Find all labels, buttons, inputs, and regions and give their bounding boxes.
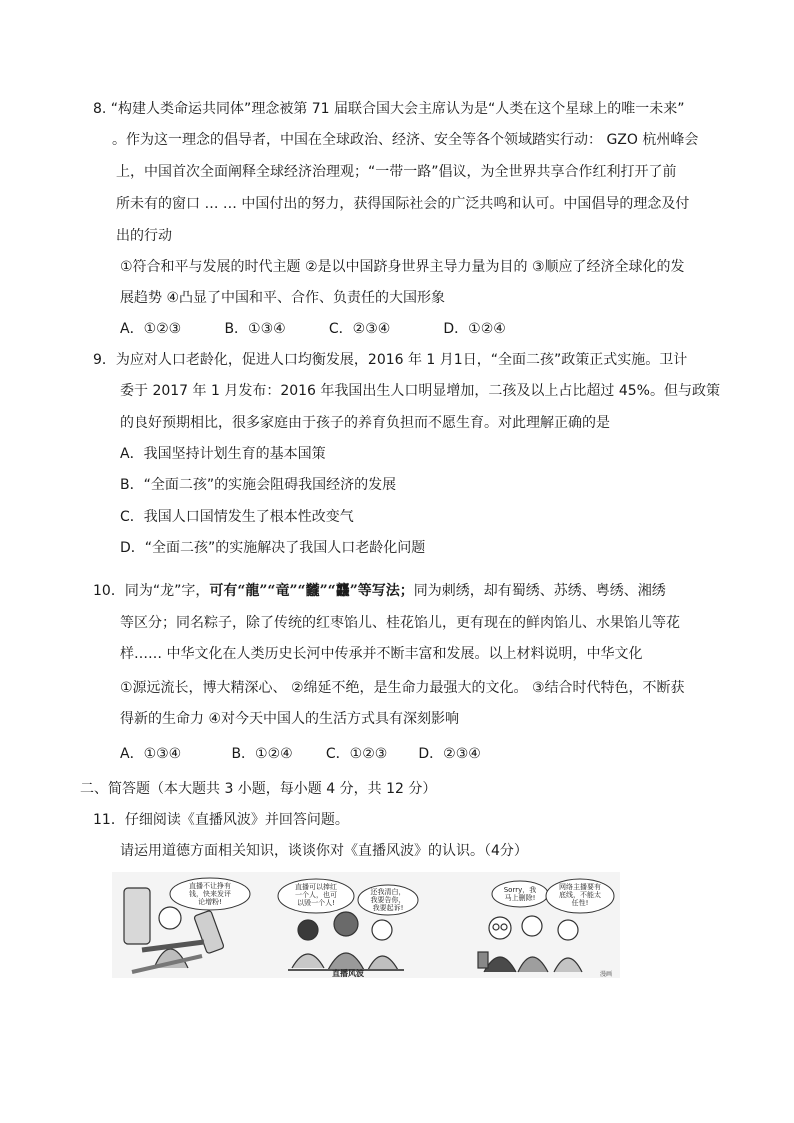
q10-line-2: 等区分；同名粽子，除了传统的红枣馅儿、桂花馅儿，更有现在的鲜肉馅儿、水果馅儿等花 <box>120 615 680 631</box>
q11-line-2: 请运用道德方面相关知识，谈谈你对《直播风波》的认识。（4分） <box>120 843 528 859</box>
q11-line-1: 11．仔细阅读《直播风波》并回答问题。 <box>93 812 349 828</box>
q10-options <box>120 744 481 764</box>
q9-line-3: 的良好预期相比，很多家庭由于孩子的养育负担而不愿生育。对此理解正确的是 <box>120 415 610 431</box>
q8-line-2: 。作为这一理念的倡导者，中国在全球政治、经济、安全等各个领域踏实行动： GZO 杭州峰会 <box>112 132 699 148</box>
bubble-1-line-2: 钱，快来发评 <box>189 890 231 898</box>
bubble-4-line-1: Sorry，我 <box>503 886 537 894</box>
q10-line-1-start: 10．同为“龙”字， <box>93 583 210 599</box>
q8-option-a[interactable]: A．①②③ <box>120 321 182 337</box>
q9-line-2: 委于 2017 年 1 月发布：2016 年我国出生人口明显增加，二孩及以上占比超过 45%。但与政策 <box>120 383 720 399</box>
bubble-5-line-1: 网络主播要有 <box>559 883 601 891</box>
cartoon-caption: 直播风波 <box>332 969 364 978</box>
q9-line-1: 9．为应对人口老龄化，促进人口均衡发展，2016 年 1 月1日，“全面二孩”政策正式实施。卫计 <box>93 352 688 368</box>
q10-dragon-variants: 可有“龍”“竜”“龖”“龘”等写法； <box>209 583 414 599</box>
bubble-5-line-2: 底线，不能太 <box>559 891 601 899</box>
bubble-1-line-3: 论增粉! <box>198 898 222 906</box>
q8-line-3: 上，中国首次全面阐释全球经济治理观；“一带一路”倡议，为全世界共享合作红利打开了前 <box>116 164 677 180</box>
q10-line-1 <box>93 581 666 601</box>
q8-line-4: 所未有的窗口 … … 中国付出的努力，获得国际社会的广泛共鸣和认可。中国倡导的理念及付 <box>116 196 690 212</box>
q10-line-3: 样…… 中华文化在人类历史长河中传承并不断丰富和发展。以上材料说明，中华文化 <box>120 646 643 662</box>
q10-statements-1: ①源远流长，博大精深心、 ②绵延不绝，是生命力最强大的文化。 ③结合时代特色，不断获 <box>120 680 685 696</box>
section-2-title: 二、简答题（本大题共 3 小题，每小题 4 分，共 12 分） <box>80 781 437 797</box>
bubble-5-line-3: 任性! <box>571 899 589 907</box>
q10-line-1-end: 同为刺绣，却有蜀绣、苏绣、粤绣、湘绣 <box>413 583 666 599</box>
q10-option-c[interactable]: C．①②③ <box>325 746 388 762</box>
bubble-1-line-1: 直播不让挣有 <box>189 882 231 890</box>
q10-option-d[interactable]: D．②③④ <box>418 746 481 762</box>
cartoon-bubble-2 <box>278 879 354 913</box>
q8-option-d[interactable]: D．①②④ <box>443 321 506 337</box>
bubble-3-line-1: 还我清白， <box>370 888 406 896</box>
q8-options <box>120 319 506 339</box>
bubble-2-line-1: 直播可以捧红 <box>295 883 337 891</box>
q9-option-a[interactable]: A．我国坚持计划生育的基本国策 <box>120 446 326 462</box>
q9-option-b[interactable]: B．“全面二孩”的实施会阻碍我国经济的发展 <box>120 477 397 493</box>
cartoon-bubble-1 <box>170 878 250 910</box>
q9-option-c[interactable]: C．我国人口国情发生了根本性改变气 <box>120 509 354 525</box>
q10-option-b[interactable]: B．①②④ <box>231 746 293 762</box>
cartoon-bubble-3 <box>358 885 418 915</box>
cartoon-signature: 漫画 <box>599 971 613 978</box>
q8-statements-1: ①符合和平与发展的时代主题 ②是以中国跻身世界主导力量为目的 ③顺应了经济全球化的发 <box>120 259 685 275</box>
q10-option-a[interactable]: A．①③④ <box>120 746 182 762</box>
live-stream-cartoon <box>112 872 620 978</box>
q9-option-d[interactable]: D．“全面二孩”的实施解决了我国人口老龄化问题 <box>120 540 426 556</box>
q10-statements-2: 得新的生命力 ④对今天中国人的生活方式具有深刻影响 <box>120 711 459 727</box>
bubble-4-line-2: 马上删除! <box>504 894 536 902</box>
q8-option-b[interactable]: B．①③④ <box>224 321 286 337</box>
bubble-3-line-3: 我要起诉! <box>372 904 404 912</box>
bubble-2-line-3: 以毁一个人! <box>297 899 335 907</box>
q8-line-1: 8. “构建人类命运共同体”理念被第 71 届联合国大会主席认为是“人类在这个星球上的唯一未来” <box>93 101 685 117</box>
q8-statements-2: 展趋势 ④凸显了中国和平、合作、负责任的大国形象 <box>120 290 445 306</box>
cartoon-bubble-5 <box>546 879 614 913</box>
cartoon-bubble-4 <box>492 881 548 907</box>
q8-option-c[interactable]: C．②③④ <box>328 321 391 337</box>
bubble-2-line-2: 一个人，也可 <box>295 891 337 899</box>
q8-line-5: 出的行动 <box>116 228 172 244</box>
bubble-3-line-2: 我要告你， <box>370 896 406 904</box>
